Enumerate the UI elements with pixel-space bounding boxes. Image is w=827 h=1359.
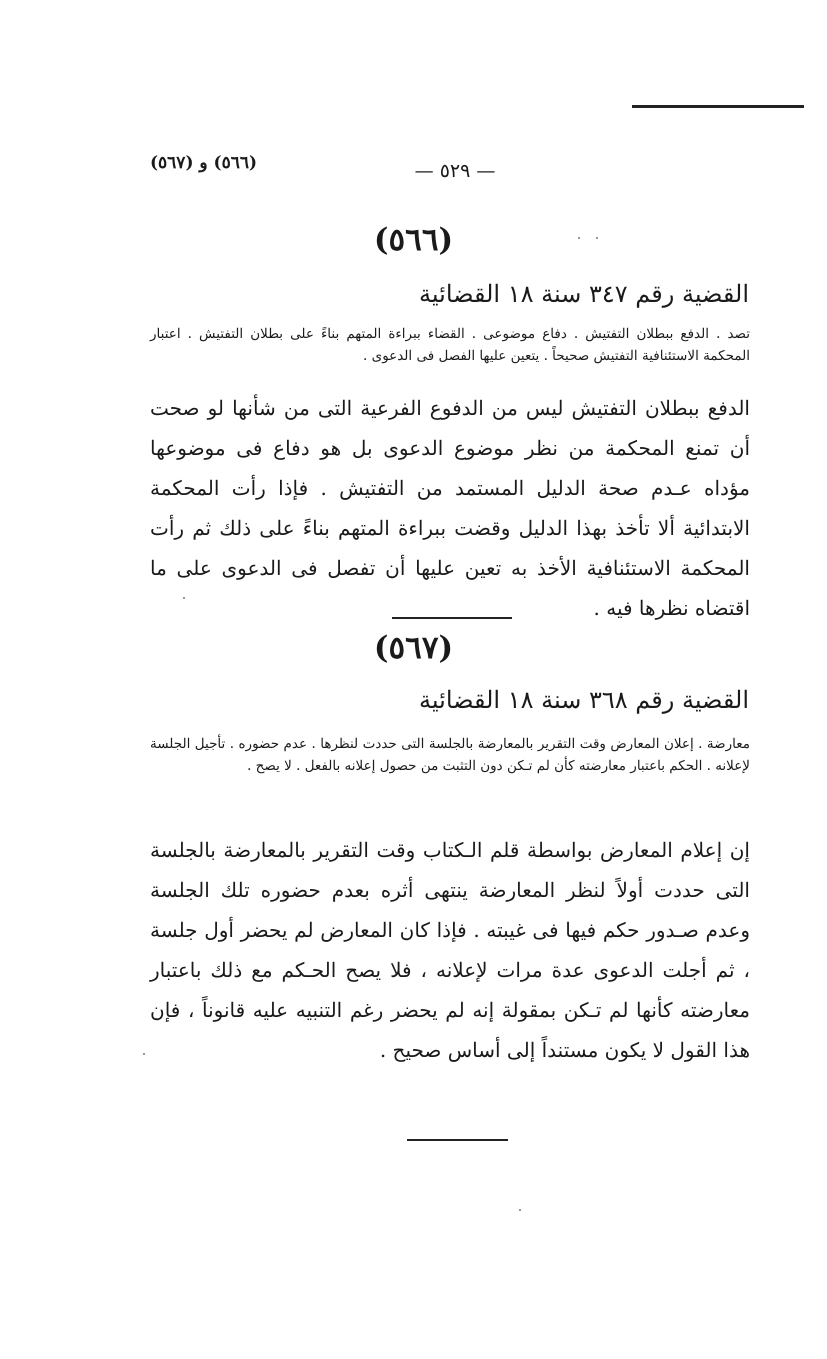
case-body-566: الدفع ببطلان التفتيش ليس من الدفوع الفرعية التى من شأنها لو صحت أن تمنع المحكمة من نظر موضوع الدعوى بل هو دفاع فى موضوعها مؤداه عـدم صحة الدليل المستمد من التفتيش . فإذا رأت المحكمة الابتدائية ألا تأخذ بهذا الدليل وقضت ببراءة المتهم بناءً على ذلك ثم رأت المحكمة الاستئنافية الأخذ به تعين عليها أن تفصل فى الدعوى على ما اقتضاه نظرها فيه . [150,396,750,620]
scan-speck [183,597,185,599]
section-divider [392,617,512,619]
scan-speck [143,1053,145,1055]
running-header-case-pair: (٥٦٦) و (٥٦٧) [150,153,258,173]
top-rule [632,105,804,108]
scan-speck [596,237,598,239]
case-summary-567: معارضة . إعلان المعارض وقت التقرير بالمعارضة بالجلسة التى حددت لنظرها . عدم حضوره . تأجيل الجلسة لإعلانه . الحكم باعتبار معارضته كأن لم تـكن دون التثبت من حصول إعلانه بالفعل . لا يصح . [150,736,750,774]
case-number-567: (٥٦٧) [373,630,454,666]
case-title-566: القضية رقم ٣٤٧ سنة ١٨ القضائية [419,280,749,308]
end-rule [407,1139,508,1141]
case-body-567: إن إعلام المعارض بواسطة قلم الـكتاب وقت التقرير بالمعارضة بالجلسة التى حددت أولاً لنظر المعارضة ينتهى أثره بعدم حضوره تلك الجلسة وعدم صـدور حكم فيها فى غيبته . فإذا كان المعارض لم يحضر أول جلسة ، ثم أجلت الدعوى عدة مرات لإعلانه ، فلا يصح الحـكم مع ذلك باعتبار معارضته كأنها لم تـكن بمقولة إنه لم يحضر رغم التنبيه عليه قانوناً ، فإن هذا القول لا يكون مستنداً إلى أساس صحيح . [150,838,750,1062]
case-title-567: القضية رقم ٣٦٨ سنة ١٨ القضائية [419,686,749,714]
scan-speck [519,1209,521,1211]
case-number-566: (٥٦٦) [373,222,454,258]
case-summary-566: تصد . الدفع ببطلان التفتيش . دفاع موضوعى . القضاء ببراءة المتهم بناءً على بطلان التفتيش . اعتبار المحكمة الاستئنافية التفتيش صحيحاً . يتعين عليها الفصل فى الدعوى . [150,326,750,364]
scan-speck [578,237,580,239]
page-number: — ٥٢٩ — [414,160,496,182]
